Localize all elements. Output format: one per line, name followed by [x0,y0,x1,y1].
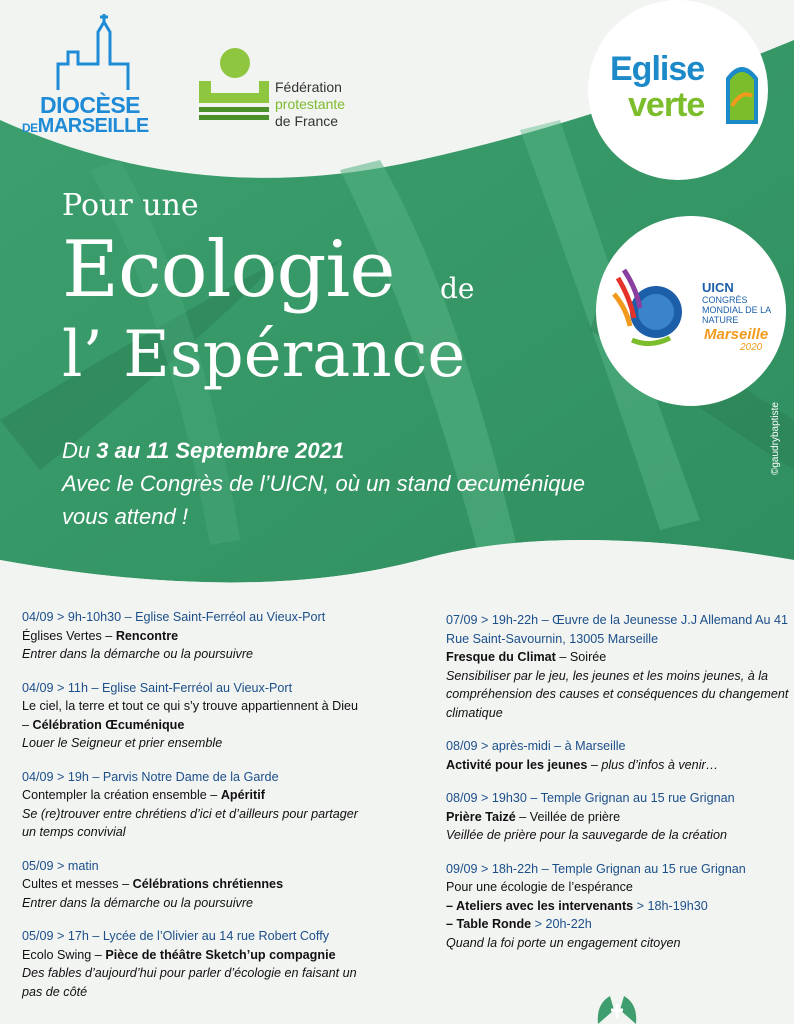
verte-label: verte [628,86,705,124]
event-title: Fresque du Climat [446,650,556,664]
uicn-city: Marseille [704,326,769,343]
event-text: – Veillée de prière [515,809,621,824]
event-description: Sensibiliser par le jeu, les jeunes et les moins jeunes, à la compréhension des causes et conséquences du changement climatique [446,668,789,720]
fpf-logo [195,45,365,135]
event-item [22,608,367,664]
event-heading: 07/09 > 19h-22h – Œuvre de la Jeunesse J.J Allemand Au 41 Rue Saint-Savournin, 13005 Marseille [446,613,789,646]
event-subtitle: – Ateliers avec les intervenants [446,898,634,913]
event-description: Entrer dans la démarche ou la poursuivre [22,647,254,661]
uicn-label: UICN [702,280,734,295]
event-description: – plus d’infos à venir… [587,757,719,772]
event-item [446,737,791,774]
eglise-verte-badge [588,0,768,180]
event-heading: 04/09 > 11h – Eglise Saint-Ferréol au Vieux-Port [22,680,293,695]
diocese-city: MARSEILLE [37,115,149,137]
uicn-emblem-icon [610,268,690,348]
event-text: Églises Vertes – [22,628,116,643]
uicn-line3: NATURE [702,315,739,325]
event-heading: 08/09 > 19h30 – Temple Grignan au 15 rue Grignan [446,791,735,805]
uicn-line1: CONGRÈS [702,295,748,305]
fpf-line1: Fédération [275,79,342,95]
dates-range: 3 au 11 Septembre 2021 [96,438,345,463]
title-esperance: l’ Espérance [62,318,466,392]
event-item [22,679,367,753]
event-title: Célébration Œcuménique [32,717,185,732]
title-ecologie: Ecologie [62,225,395,315]
event-heading: 04/09 > 9h-10h30 – Eglise Saint-Ferréol au Vieux-Port [22,610,326,624]
event-text: Ecolo Swing – [22,947,106,962]
event-heading: 05/09 > matin [22,858,99,873]
event-item [446,860,791,953]
program-right-column [446,611,791,967]
uicn-year: 2020 [740,342,763,353]
uicn-badge [596,216,786,406]
diocese-name: DIOCÈSE [40,92,141,118]
event-description: Veillée de prière pour la sauvegarde de la création [446,828,727,842]
event-title: Pièce de théâtre Sketch’up compagnie [105,947,336,962]
event-text: Le ciel, la terre et tout ce qui s’y trouve appartiennent à Dieu – [22,699,359,732]
event-description: Quand la foi porte un engagement citoyen [446,935,681,950]
uicn-line2: MONDIAL DE LA [702,305,772,315]
basilica-icon [18,12,158,92]
event-text: Contempler la création ensemble – [22,788,221,802]
dates-prefix: Du [62,438,97,463]
event-heading: 04/09 > 19h – Parvis Notre Dame de la Garde [22,769,279,784]
dates-line2: Avec le Congrès de l’UICN, où un stand œcuménique [62,471,585,496]
event-time: > 20h-22h [531,917,592,931]
event-description: Se (re)trouver entre chrétiens d’ici et d’ailleurs pour partager un temps convivial [22,806,358,839]
fpf-line3: de France [275,113,339,129]
event-item [22,927,367,1001]
event-item [446,789,791,845]
photo-credit: ©gaudrybaptiste [770,402,781,475]
event-item [446,611,791,722]
event-title: Prière Taizé [446,809,516,824]
event-title: Activité pour les jeunes [446,757,588,772]
diocese-logo [18,12,158,137]
event-description: Des fables d’aujourd’hui pour parler d’écologie en faisant un pas de côté [22,966,357,999]
program-left-column [22,608,367,1016]
event-description: Entrer dans la démarche ou la poursuivre [22,895,254,910]
dates-line3: vous attend ! [62,504,188,529]
event-title: Apéritif [220,788,265,802]
event-text: Pour une écologie de l’espérance [446,880,633,894]
title-pour-une: Pour une [62,188,199,223]
event-item [22,768,367,842]
eglise-label: Eglise [610,50,705,88]
hands-icon [592,990,642,1024]
stained-window-icon [722,56,762,126]
event-heading: 05/09 > 17h – Lycée de l’Olivier au 14 rue Robert Coffy [22,929,329,943]
fpf-line2: protestante [275,96,346,112]
event-subtitle: – Table Ronde [446,917,532,931]
event-time: > 18h-19h30 [633,898,708,913]
diocese-de: DE [22,121,38,135]
event-text: Cultes et messes – [22,877,133,891]
event-description: Louer le Seigneur et prier ensemble [22,736,223,750]
event-title: Célébrations chrétiennes [132,877,284,891]
title-de: de [440,272,475,305]
event-text: – Soirée [555,650,607,664]
fpf-emblem-icon [195,45,269,125]
event-title: Rencontre [115,628,179,643]
event-heading: 08/09 > après-midi – à Marseille [446,739,626,753]
event-heading: 09/09 > 18h-22h – Temple Grignan au 15 rue Grignan [446,861,746,876]
event-item [22,857,367,913]
event-dates [62,434,585,533]
